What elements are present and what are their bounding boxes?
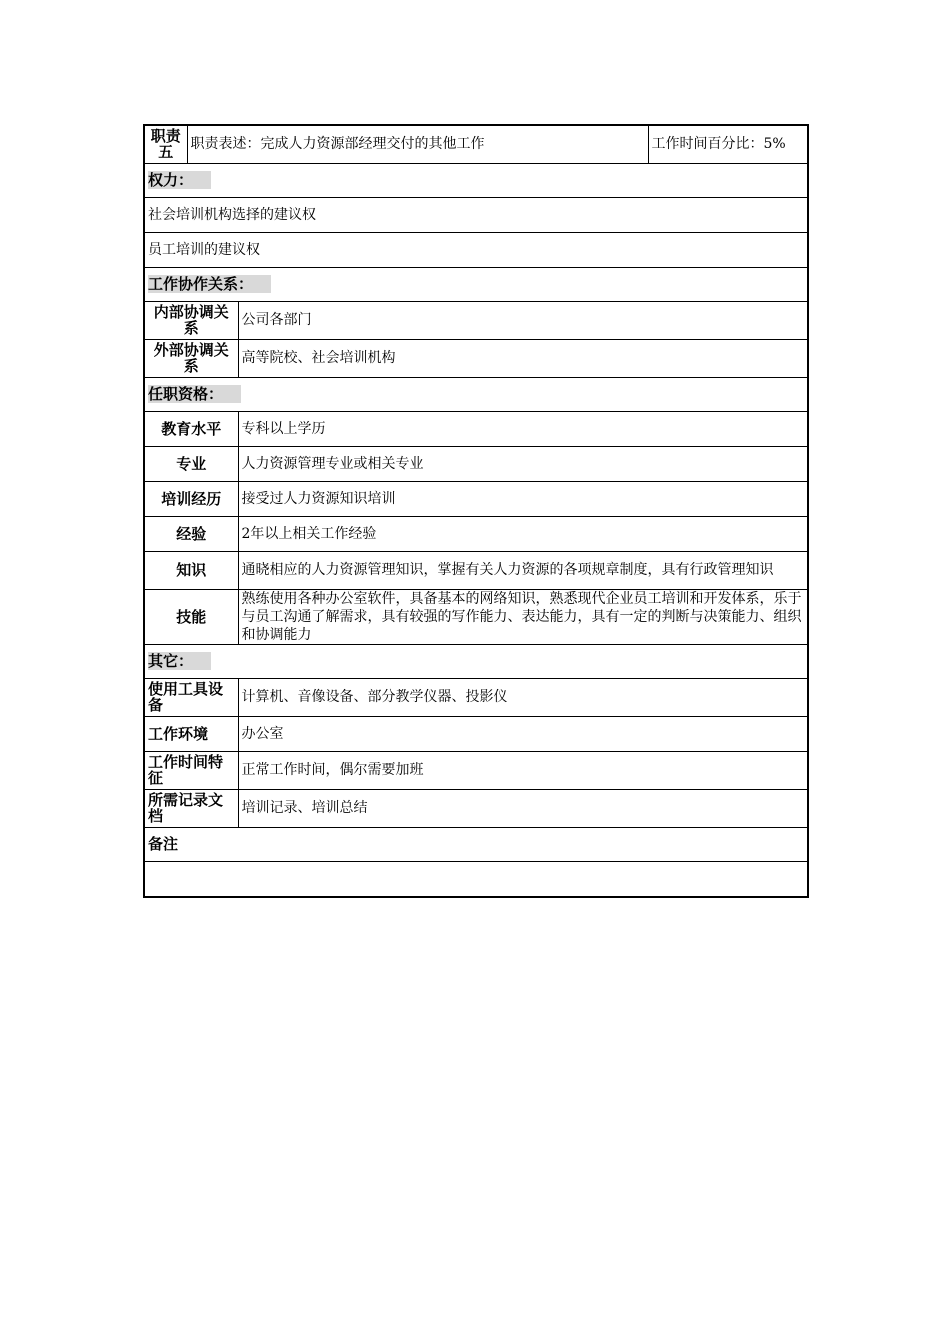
qualification-row xyxy=(144,481,808,516)
other-row xyxy=(144,751,808,789)
qualifications-section-header xyxy=(144,377,808,411)
authority-section-header xyxy=(144,163,808,197)
other-label: 使用工具设备 xyxy=(144,678,238,716)
external-coordination-label: 外部协调关系 xyxy=(144,339,238,377)
other-label: 工作环境 xyxy=(144,716,238,751)
qualification-value: 通晓相应的人力资源管理知识，掌握有关人力资源的各项规章制度，具有行政管理知识 xyxy=(238,551,808,589)
authority-item-text: 员工培训的建议权 xyxy=(144,232,808,267)
remarks-section-header xyxy=(144,827,808,861)
remarks-title: 备注 xyxy=(148,834,179,853)
duty-time-percent: 工作时间百分比：5% xyxy=(648,125,808,163)
qualification-row xyxy=(144,551,808,589)
qualification-row xyxy=(144,446,808,481)
collaboration-section-header xyxy=(144,267,808,301)
qualification-label: 经验 xyxy=(144,516,238,551)
duty-description: 职责表述：完成人力资源部经理交付的其他工作 xyxy=(187,125,648,163)
internal-coordination-value: 公司各部门 xyxy=(238,301,808,339)
qualification-label: 知识 xyxy=(144,551,238,589)
remarks-value xyxy=(144,861,808,897)
other-value: 办公室 xyxy=(238,716,808,751)
qualification-row xyxy=(144,516,808,551)
qualification-row xyxy=(144,589,808,644)
authority-item-text: 社会培训机构选择的建议权 xyxy=(144,197,808,232)
other-row xyxy=(144,678,808,716)
other-title: 其它： xyxy=(148,652,211,670)
other-label: 工作时间特征 xyxy=(144,751,238,789)
remarks-row xyxy=(144,861,808,897)
other-value: 培训记录、培训总结 xyxy=(238,789,808,827)
collaboration-title: 工作协作关系： xyxy=(148,275,271,293)
qualifications-title: 任职资格： xyxy=(148,385,241,403)
qualification-value: 接受过人力资源知识培训 xyxy=(238,481,808,516)
qualification-label: 专业 xyxy=(144,446,238,481)
other-section-header xyxy=(144,644,808,678)
qualification-label: 技能 xyxy=(144,589,238,644)
other-row xyxy=(144,789,808,827)
other-value: 计算机、音像设备、部分教学仪器、投影仪 xyxy=(238,678,808,716)
duty-row xyxy=(144,125,808,163)
internal-coordination-label: 内部协调关系 xyxy=(144,301,238,339)
other-value: 正常工作时间，偶尔需要加班 xyxy=(238,751,808,789)
qualification-value: 熟练使用各种办公室软件，具备基本的网络知识，熟悉现代企业员工培训和开发体系，乐于与员工沟通了解需求，具有较强的写作能力、表达能力，具有一定的判断与决策能力、组织和协调能力 xyxy=(238,589,808,644)
authority-item xyxy=(144,197,808,232)
qualification-value: 2年以上相关工作经验 xyxy=(238,516,808,551)
job-description-table xyxy=(143,124,809,898)
external-coordination-value: 高等院校、社会培训机构 xyxy=(238,339,808,377)
qualification-row xyxy=(144,411,808,446)
duty-label: 职责五 xyxy=(144,125,187,163)
external-coordination-row xyxy=(144,339,808,377)
qualification-label: 教育水平 xyxy=(144,411,238,446)
authority-item xyxy=(144,232,808,267)
internal-coordination-row xyxy=(144,301,808,339)
qualification-value: 专科以上学历 xyxy=(238,411,808,446)
other-row xyxy=(144,716,808,751)
qualification-value: 人力资源管理专业或相关专业 xyxy=(238,446,808,481)
other-label: 所需记录文档 xyxy=(144,789,238,827)
authority-title: 权力： xyxy=(148,171,211,189)
qualification-label: 培训经历 xyxy=(144,481,238,516)
